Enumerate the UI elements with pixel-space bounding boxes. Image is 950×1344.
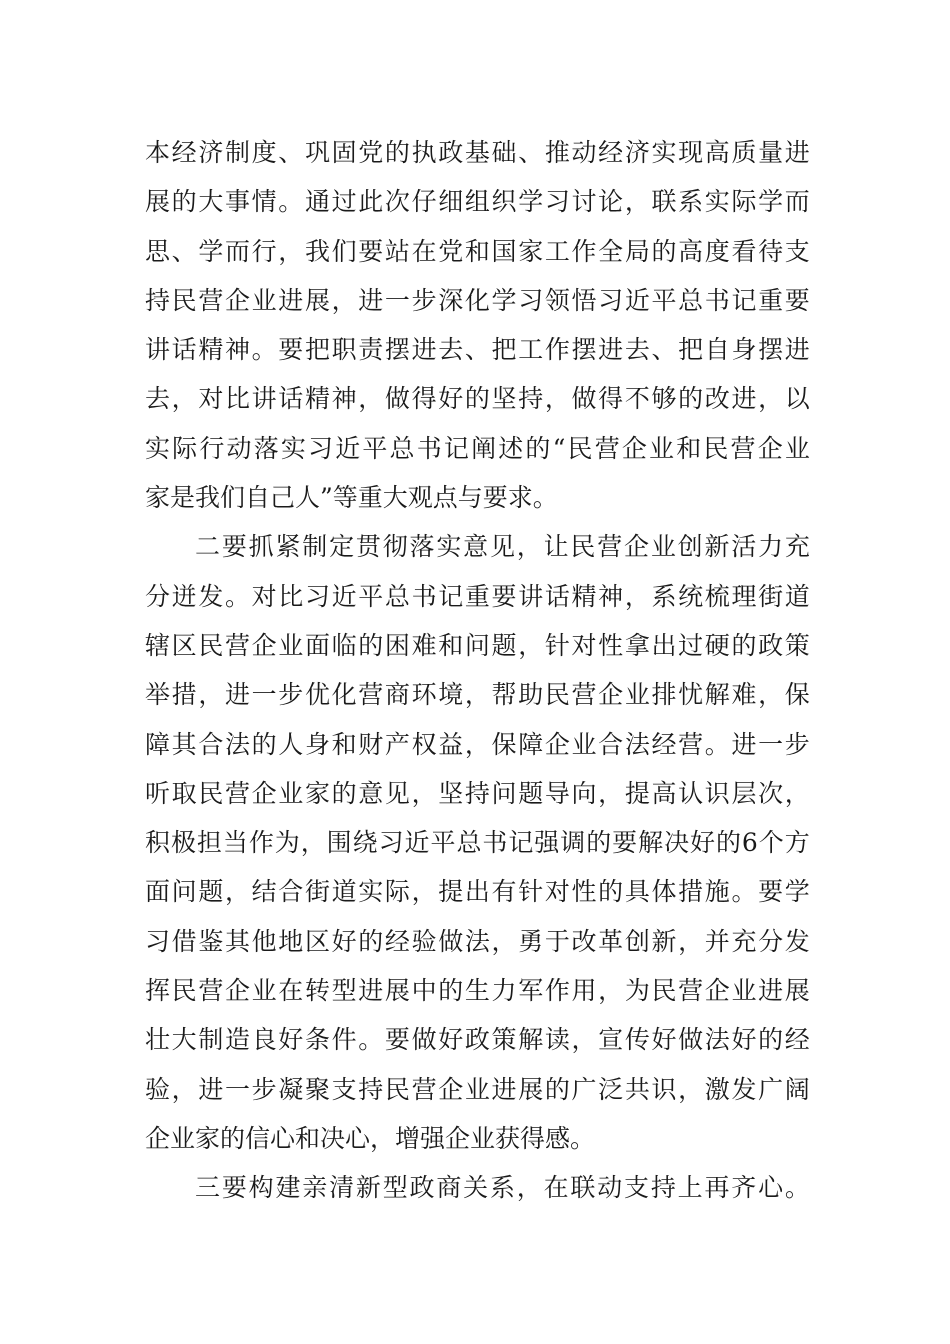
- text-line: 企业家的信心和决心，增强企业获得感。: [145, 1123, 596, 1153]
- text-line: 听 取 民 营 企 业 家 的 意 见 ， 坚 持 问 题 导 向 ， 提 高 认 识 层 次 ，: [145, 778, 810, 808]
- text-line: 本 经 济 制 度 、 巩 固 党 的 执 政 基 础 、 推 动 经 济 实 现 高 质 量 进: [145, 138, 810, 167]
- body-text: [145, 128, 810, 1213]
- text-line: 展 的 大 事 情 。 通 过 此 次 仔 细 组 织 学 习 讨 论 ， 联 系 实 际 学 而: [145, 187, 810, 217]
- text-line: 三 要 构 建 亲 清 新 型 政 商 关 系 ， 在 联 动 支 持 上 再 齐 心 。: [195, 1173, 810, 1203]
- text-line: 讲 话 精 神 。 要 把 职 责 摆 进 去 、 把 工 作 摆 进 去 、 把 自 身 摆 进: [145, 335, 810, 365]
- text-line: 思 、 学 而 行 ， 我 们 要 站 在 党 和 国 家 工 作 全 局 的 高 度 看 待 支: [145, 236, 810, 266]
- text-line: 面 问 题 ， 结 合 街 道 实 际 ， 提 出 有 针 对 性 的 具 体 措 施 。 要 学: [145, 877, 810, 907]
- text-line: 辖 区 民 营 企 业 面 临 的 困 难 和 问 题 ， 针 对 性 拿 出 过 硬 的 政 策: [145, 630, 810, 660]
- text-line: 二 要 抓 紧 制 定 贯 彻 落 实 意 见 ， 让 民 营 企 业 创 新 活 力 充: [195, 532, 810, 562]
- text-line: 积 极 担 当 作 为 ， 围 绕 习 近 平 总 书 记 强 调 的 要 解 决 好 的 6 个 方: [145, 828, 810, 858]
- text-line: 习 借 鉴 其 他 地 区 好 的 经 验 做 法 ， 勇 于 改 革 创 新 ， 并 充 分 发: [145, 926, 810, 956]
- text-line: 验 ， 进 一 步 凝 聚 支 持 民 营 企 业 进 展 的 广 泛 共 识 ， 激 发 广 阔: [145, 1074, 810, 1104]
- text-line: 实 际 行 动 落 实 习 近 平 总 书 记 阐 述 的 “ 民 营 企 业 和 民 营 企 业: [145, 433, 810, 463]
- text-line: 去 ， 对 比 讲 话 精 神 ， 做 得 好 的 坚 持 ， 做 得 不 够 的 改 进 ， 以: [145, 384, 810, 414]
- text-line: 家是我们自己人”等重大观点与要求。: [145, 483, 558, 513]
- text-line: 挥 民 营 企 业 在 转 型 进 展 中 的 生 力 军 作 用 ， 为 民 营 企 业 进 展: [145, 976, 810, 1006]
- text-line: 持 民 营 企 业 进 展 ， 进 一 步 深 化 学 习 领 悟 习 近 平 总 书 记 重 要: [145, 285, 810, 315]
- text-line: 壮 大 制 造 良 好 条 件 。 要 做 好 政 策 解 读 ， 宣 传 好 做 法 好 的 经: [145, 1025, 810, 1055]
- text-line: 举 措 ， 进 一 步 优 化 营 商 环 境 ， 帮 助 民 营 企 业 排 忧 解 难 ， 保: [145, 680, 810, 710]
- text-line: 障 其 合 法 的 人 身 和 财 产 权 益 ， 保 障 企 业 合 法 经 营 。 进 一 步: [145, 729, 810, 759]
- text-line: 分 迸 发 。 对 比 习 近 平 总 书 记 重 要 讲 话 精 神 ， 系 统 梳 理 街 道: [145, 581, 810, 611]
